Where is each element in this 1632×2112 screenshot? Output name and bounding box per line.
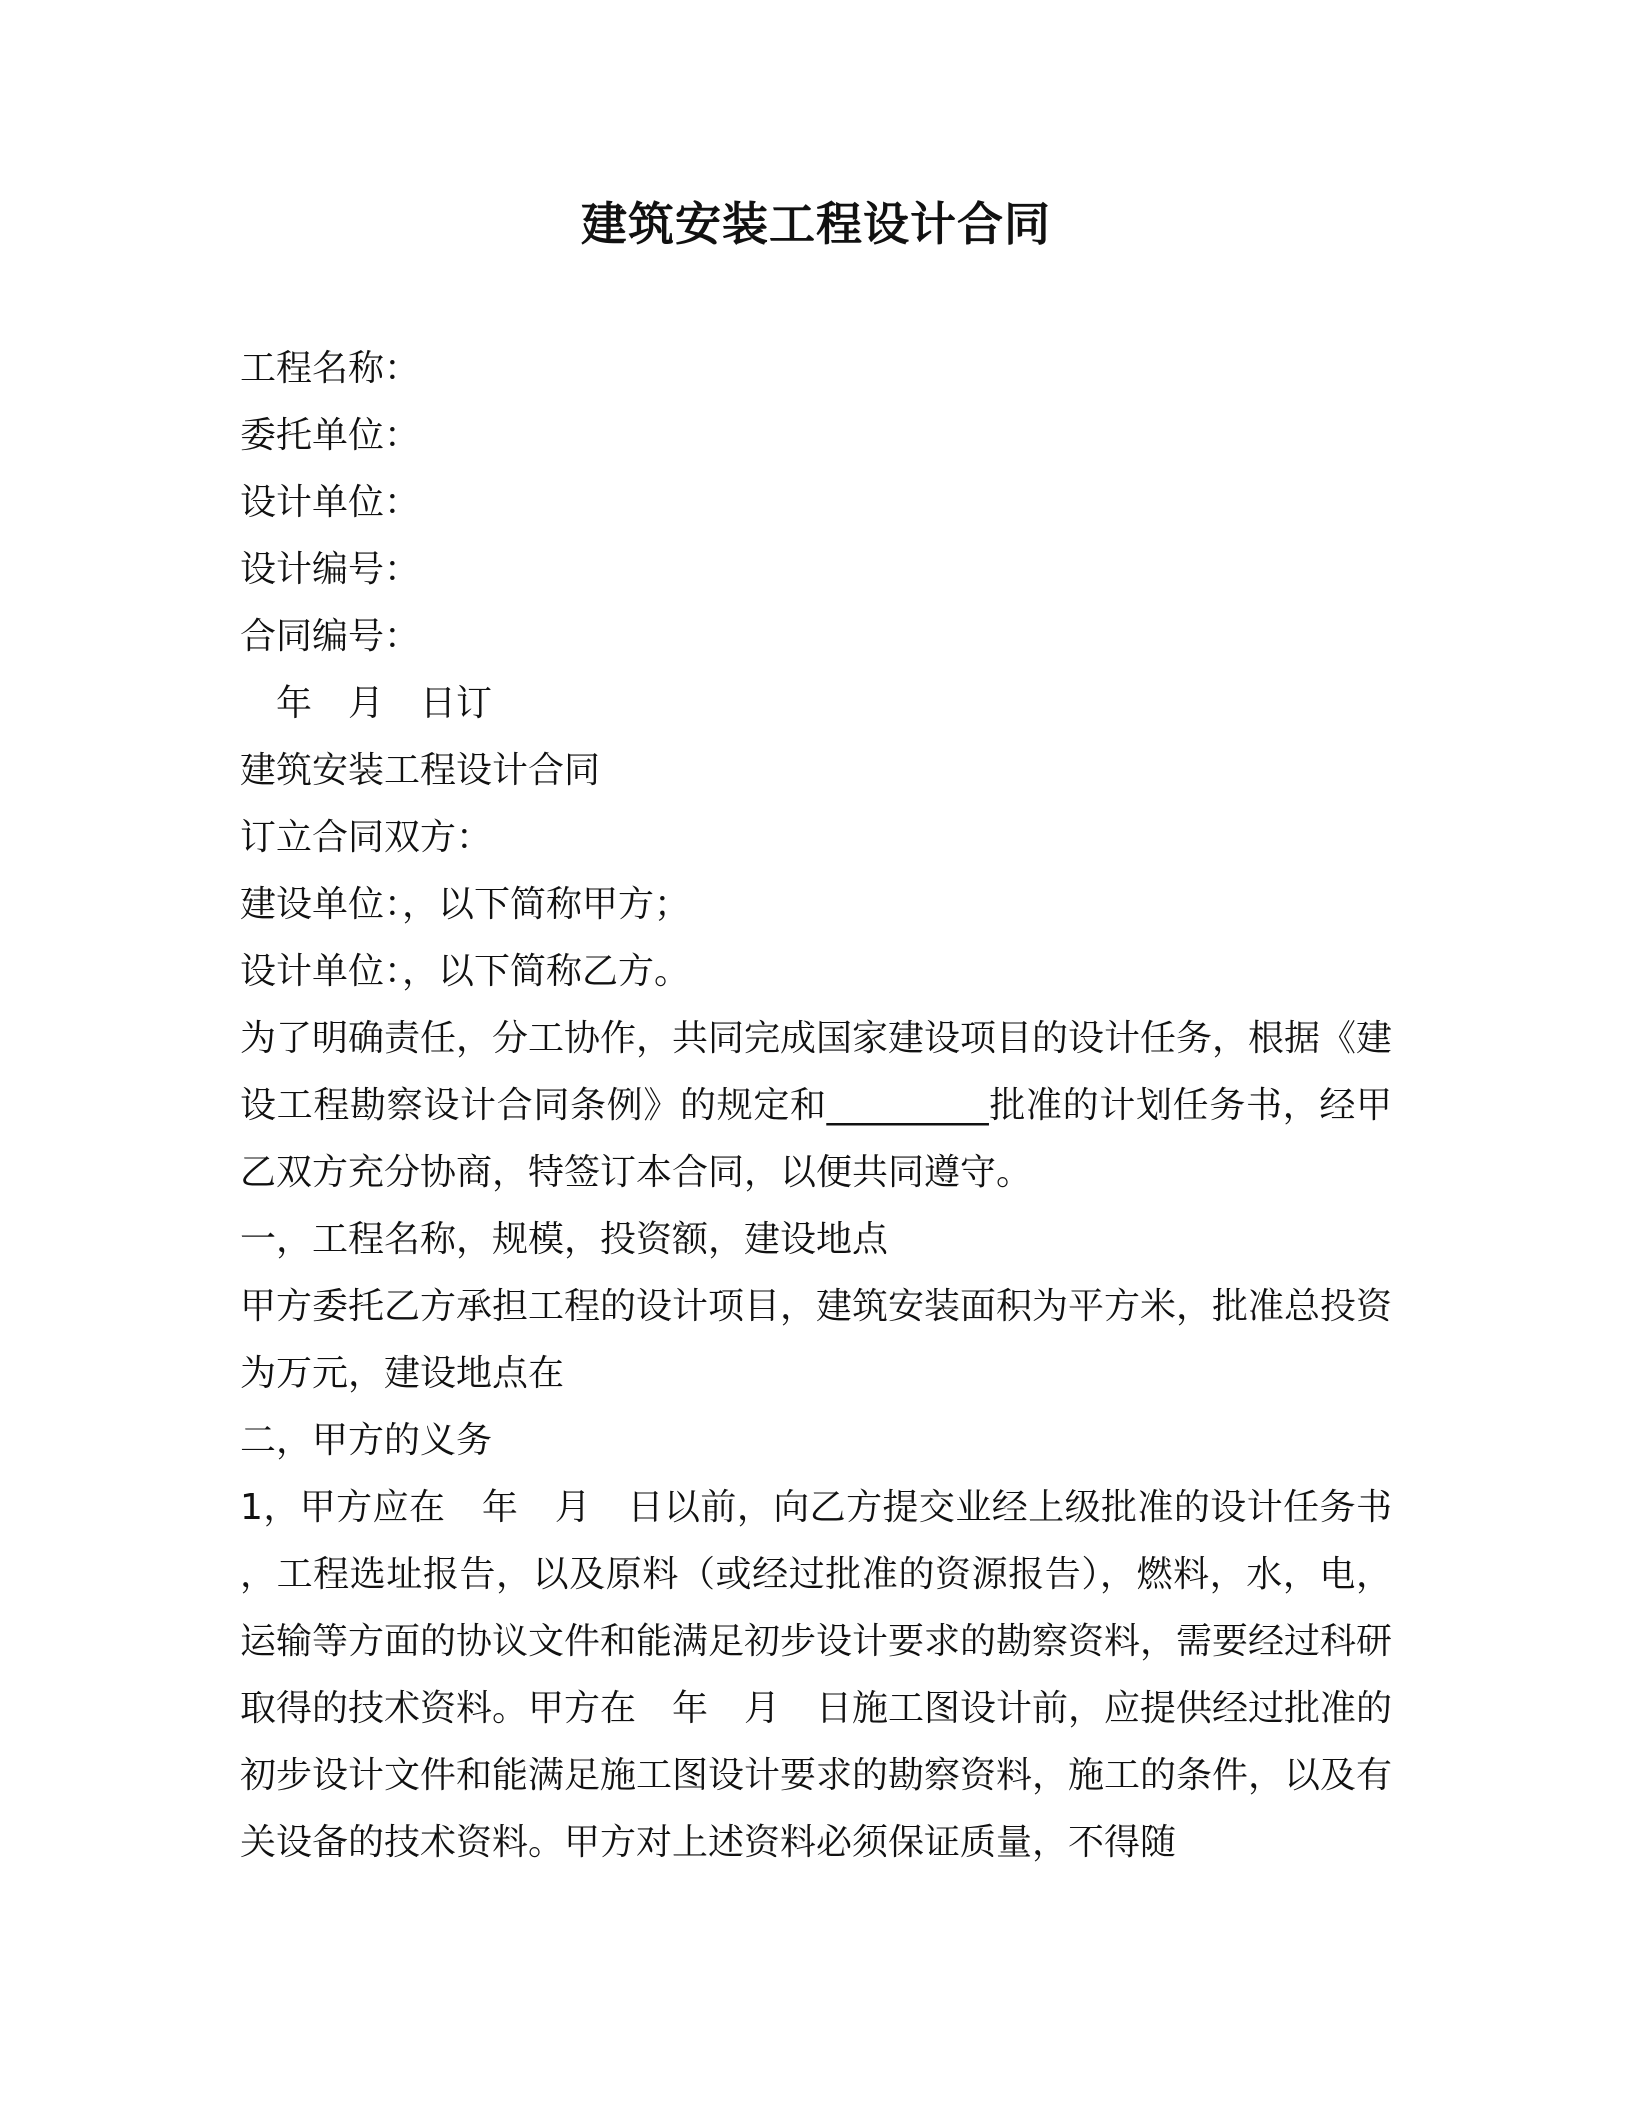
parties-heading: 订立合同双方：	[240, 817, 493, 858]
signing-date-line: 年 月 日订	[276, 683, 493, 724]
section-2-item-1-paragraph: 1，甲方应在 年 月 日以前，向乙方提交业经上级批准的设计任务书，工程选址报告，以及原料（或经过批准的资源报告），燃料，水，电，运输等方面的协议文件和能满足初步设计要求的勘察资料，需要经过科研取得的技术资料。甲方在 年 月 日施工图设计前，应提供经过批准的初步设计文件和能满足施工图设计要求的勘察资料，施工的条件，以及有关设备的技术资料。甲方对上述资料必须保证质量，不得随	[240, 1487, 1393, 1863]
party-a-line: 建设单位：，以下简称甲方；	[240, 884, 691, 925]
section-1-heading: 一，工程名称，规模，投资额，建设地点	[240, 1219, 889, 1260]
design-unit-field: 设计单位：	[240, 482, 421, 523]
contract-subtitle: 建筑安装工程设计合同	[240, 750, 601, 791]
section-2-heading: 二，甲方的义务	[240, 1420, 493, 1461]
design-number-field: 设计编号：	[240, 549, 421, 590]
document-title: 建筑安装工程设计合同	[581, 197, 1051, 251]
party-b-line: 设计单位：，以下简称乙方。	[240, 951, 691, 992]
project-name-field: 工程名称：	[240, 348, 421, 389]
section-1-paragraph: 甲方委托乙方承担工程的设计项目，建筑安装面积为平方米，批准总投资为万元，建设地点在	[240, 1286, 1393, 1394]
contract-number-field: 合同编号：	[240, 616, 421, 657]
preamble-paragraph: 为了明确责任，分工协作，共同完成国家建设项目的设计任务，根据《建设工程勘察设计合同条例》的规定和_________批准的计划任务书，经甲乙双方充分协商，特签订本合同，以便共同遵守。	[240, 1018, 1393, 1193]
client-unit-field: 委托单位：	[240, 415, 421, 456]
document-body	[240, 335, 1392, 1876]
